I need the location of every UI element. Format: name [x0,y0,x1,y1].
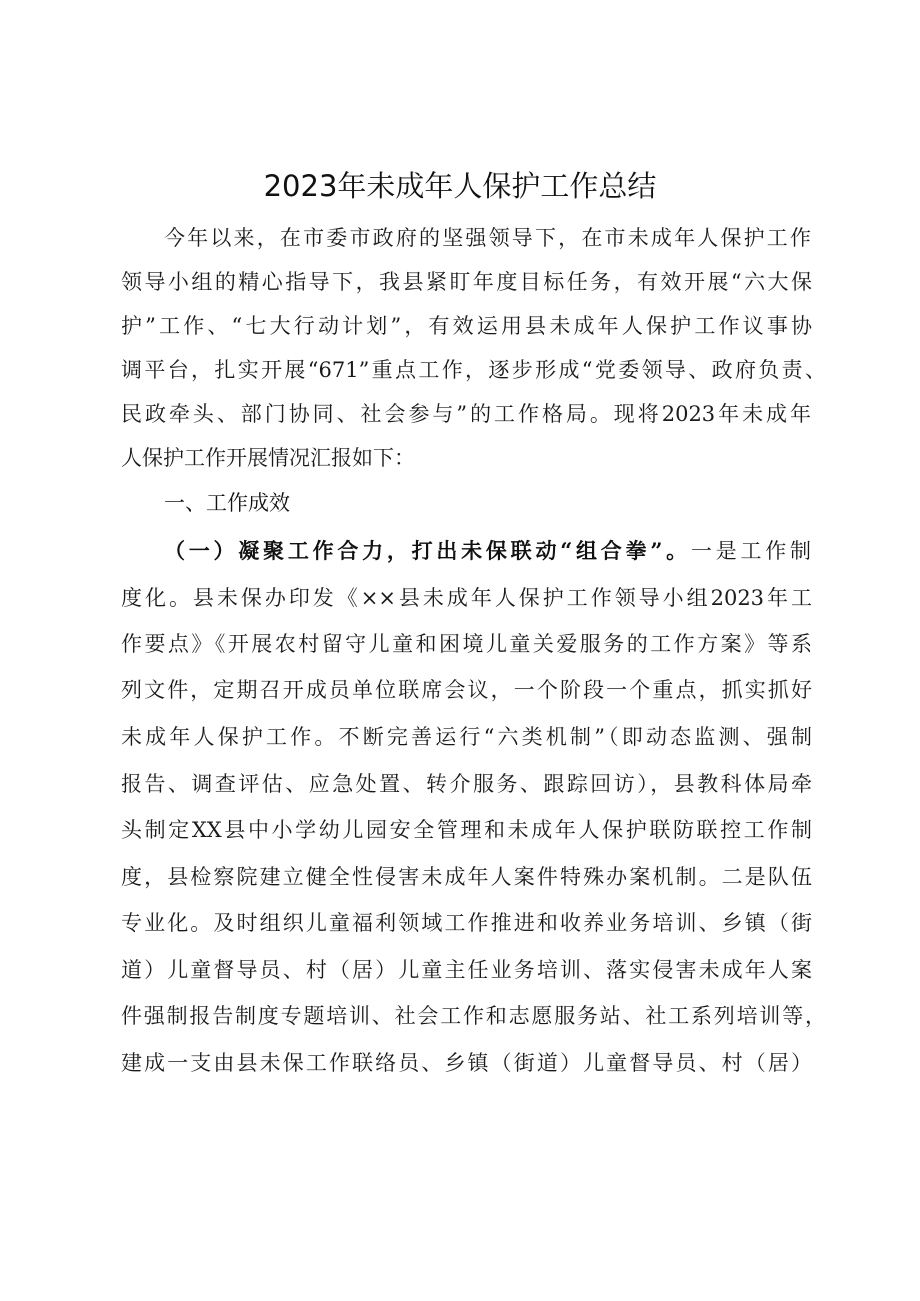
body-line-11: 建成一支由县未保工作联络员、乡镇（街道）儿童督导员、村（居） [121,1051,812,1075]
body-line-1: 度化。县未保办印发《××县未成年人保护工作领导小组2023年工 [121,586,812,610]
document-title: 2023年未成年人保护工作总结 [263,169,657,203]
body-line-8: 专业化。及时组织儿童福利领域工作推进和收养业务培训、乡镇（街 [121,911,812,935]
body-line-5: 报告、调查评估、应急处置、转介服务、跟踪回访），县教科体局牵 [121,772,812,796]
body-line-7: 度，县检察院建立健全性侵害未成年人案件特殊办案机制。二是队伍 [121,865,812,889]
intro-line-2: 领导小组的精心指导下，我县紧盯年度目标任务，有效开展“六大保 [121,270,812,294]
subsection-lead-rest: 一是工作制 [690,539,811,563]
subsection-bold-lead: （一）凝聚工作合力，打出未保联动“组合拳”。 [164,538,691,563]
intro-line-1: 今年以来，在市委市政府的坚强领导下，在市未成年人保护工作 [164,226,811,250]
intro-line-6: 人保护工作开展情况汇报如下： [121,446,415,470]
subsection-first-line [0,531,920,571]
body-line-9: 道）儿童督导员、村（居）儿童主任业务培训、落实侵害未成年人案 [121,958,812,982]
body-line-4: 未成年人保护工作。不断完善运行“六类机制”（即动态监测、强制 [121,725,812,749]
intro-line-5: 民政牵头、部门协同、社会参与”的工作格局。现将2023年未成年 [121,402,811,426]
body-line-3: 列文件，定期召开成员单位联席会议，一个阶段一个重点，抓实抓好 [121,678,812,702]
body-line-10: 件强制报告制度专题培训、社会工作和志愿服务站、社工系列培训等， [121,1004,826,1028]
section-heading: 一、工作成效 [164,491,290,515]
body-line-6: 头制定XX县中小学幼儿园安全管理和未成年人保护联防联控工作制 [121,818,812,842]
body-line-2: 作要点》《开展农村留守儿童和困境儿童关爱服务的工作方案》等系 [121,632,812,656]
intro-line-4: 调平台，扎实开展“671”重点工作，逐步形成“党委领导、政府负责、 [121,358,826,382]
intro-line-3: 护”工作、“七大行动计划”，有效运用县未成年人保护工作议事协 [121,314,812,338]
